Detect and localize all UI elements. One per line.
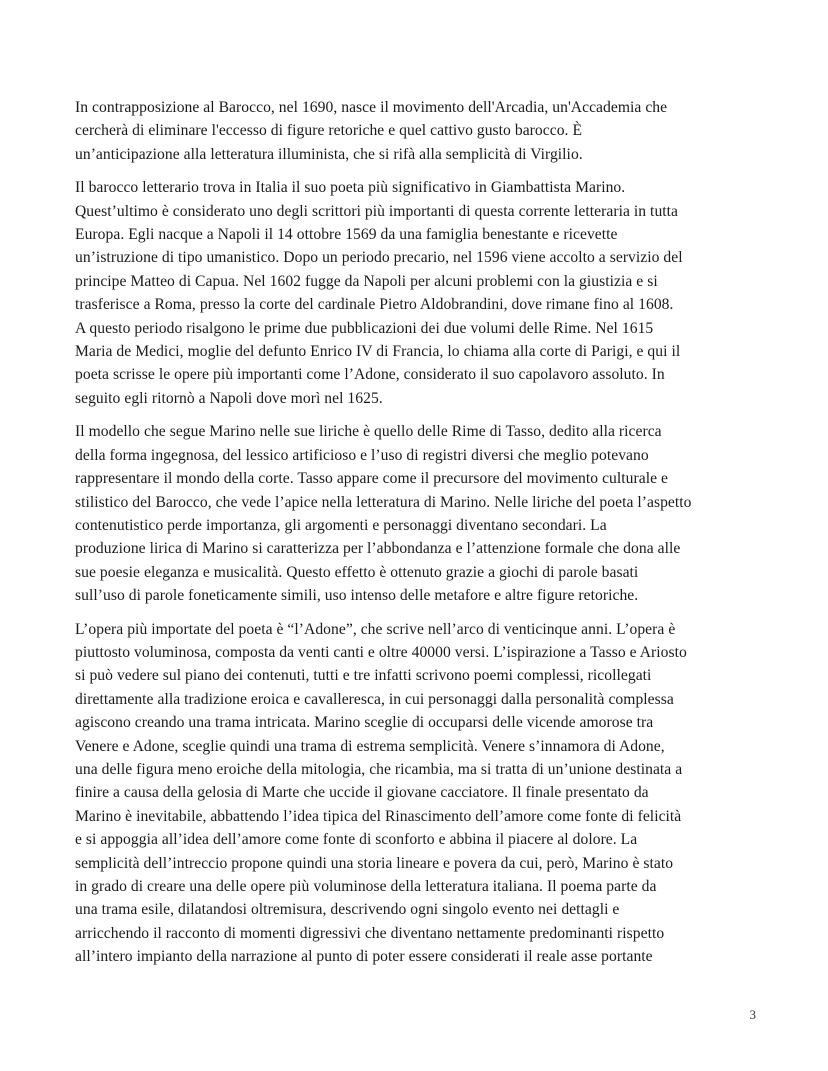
body-text: [75, 96, 755, 979]
text-line: una trama esile, dilatandosi oltremisura, descrivendo ogni singolo evento nei dettagli e: [75, 901, 620, 919]
text-line: principe Matteo di Capua. Nel 1602 fugge da Napoli per alcuni problemi con la giustizia e si: [75, 272, 658, 290]
paragraph-lyric-model: [75, 420, 755, 607]
text-line: una delle figura meno eroiche della mitologia, che ricambia, ma si tratta di un’unione destinata a: [75, 760, 683, 778]
text-line: un’anticipazione alla letteratura illuminista, che si rifà alla semplicità di Virgilio.: [75, 145, 583, 163]
text-line: della forma ingegnosa, del lessico artificioso e l’uso di registri diversi che meglio potevano: [75, 446, 649, 464]
text-line: piuttosto voluminosa, composta da venti canti e oltre 40000 versi. L’ispirazione a Tasso e Ariosto: [75, 643, 687, 661]
text-line: agiscono creando una trama intricata. Marino sceglie di occuparsi delle vicende amorose tra: [75, 714, 654, 732]
text-line: finire a causa della gelosia di Marte che uccide il giovane cacciatore. Il finale presentato da: [75, 784, 649, 802]
text-line: Venere e Adone, sceglie quindi una trama di estrema semplicità. Venere s’innamora di Adone,: [75, 737, 665, 755]
page-number: 3: [749, 1007, 756, 1022]
text-line: e si appoggia all’idea dell’amore come fonte di sconforto e abbina il piacere al dolore. La: [75, 831, 638, 849]
paragraph-adone: [75, 618, 755, 969]
text-line: Il barocco letterario trova in Italia il suo poeta più significativo in Giambattista Marino.: [75, 179, 626, 197]
text-line: rappresentare il mondo della corte. Tasso appare come il precursore del movimento culturale e: [75, 470, 669, 488]
text-line: in grado di creare una delle opere più voluminose della letteratura italiana. Il poema parte da: [75, 878, 657, 895]
text-line: cercherà di eliminare l'eccesso di figure retoriche e quel cattivo gusto barocco. È: [75, 122, 583, 140]
text-line: sue poesie eleganza e musicalità. Questo effetto è ottenuto grazie a giochi di parole basati: [75, 563, 639, 581]
text-line: all’intero impianto della narrazione al punto di poter essere considerati il reale asse portante: [75, 948, 653, 966]
text-line: Maria de Medici, moglie del defunto Enrico IV di Francia, lo chiama alla corte di Parigi, e qui il: [75, 343, 681, 361]
text-line: semplicità dell’intreccio propone quindi una storia lineare e povera da cui, però, Marino è stato: [75, 854, 674, 872]
text-line: trasferisce a Roma, presso la corte del cardinale Pietro Aldobrandini, dove rimane fino al 1608.: [75, 296, 674, 314]
text-line: Quest’ultimo è considerato uno degli scrittori più importanti di questa corrente letteraria in tutta: [75, 202, 679, 220]
text-line: contenutistico perde importanza, gli argomenti e personaggi diventano secondari. La: [75, 516, 607, 534]
text-line: Marino è inevitabile, abbattendo l’idea tipica del Rinascimento dell’amore come fonte di felicità: [75, 807, 682, 825]
text-line: si può vedere sul piano dei contenuti, tutti e tre infatti scrivono poemi complessi, ricollegati: [75, 667, 652, 685]
text-line: un’istruzione di tipo umanistico. Dopo un periodo precario, nel 1596 viene accolto a servizio del: [75, 249, 683, 267]
text-line: Il modello che segue Marino nelle sue liriche è quello delle Rime di Tasso, dedito alla ricerca: [75, 423, 662, 441]
text-line: direttamente alla tradizione eroica e cavalleresca, in cui personaggi dalla personalità complessa: [75, 690, 674, 708]
text-line: stilistico del Barocco, che vede l’apice nella letteratura di Marino. Nelle liriche del poeta l’aspetto: [75, 493, 692, 511]
paragraph-arcadia: [75, 96, 755, 166]
paragraph-marino-biography: [75, 176, 755, 410]
text-line: Europa. Egli nacque a Napoli il 14 ottobre 1569 da una famiglia benestante e ricevette: [75, 226, 618, 244]
text-line: A questo periodo risalgono le prime due pubblicazioni dei due volumi delle Rime. Nel 1615: [75, 319, 654, 337]
text-line: sull’uso di parole foneticamente simili, uso intenso delle metafore e altre figure retoriche.: [75, 587, 639, 605]
text-line: poeta scrisse le opere più importanti come l’Adone, considerato il suo capolavoro assoluto. In: [75, 366, 665, 384]
text-line: L’opera più importate del poeta è “l’Adone”, che scrive nell’arco di venticinque anni. L’opera è: [75, 620, 676, 638]
text-line: In contrapposizione al Barocco, nel 1690, nasce il movimento dell'Arcadia, un'Accademia che: [75, 99, 668, 116]
text-line: produzione lirica di Marino si caratterizza per l’abbondanza e l’attenzione formale che dona alle: [75, 540, 681, 558]
text-line: seguito egli ritornò a Napoli dove morì nel 1625.: [75, 389, 383, 407]
text-line: arricchendo il racconto di momenti digressivi che diventano nettamente predominanti rispetto: [75, 924, 665, 942]
